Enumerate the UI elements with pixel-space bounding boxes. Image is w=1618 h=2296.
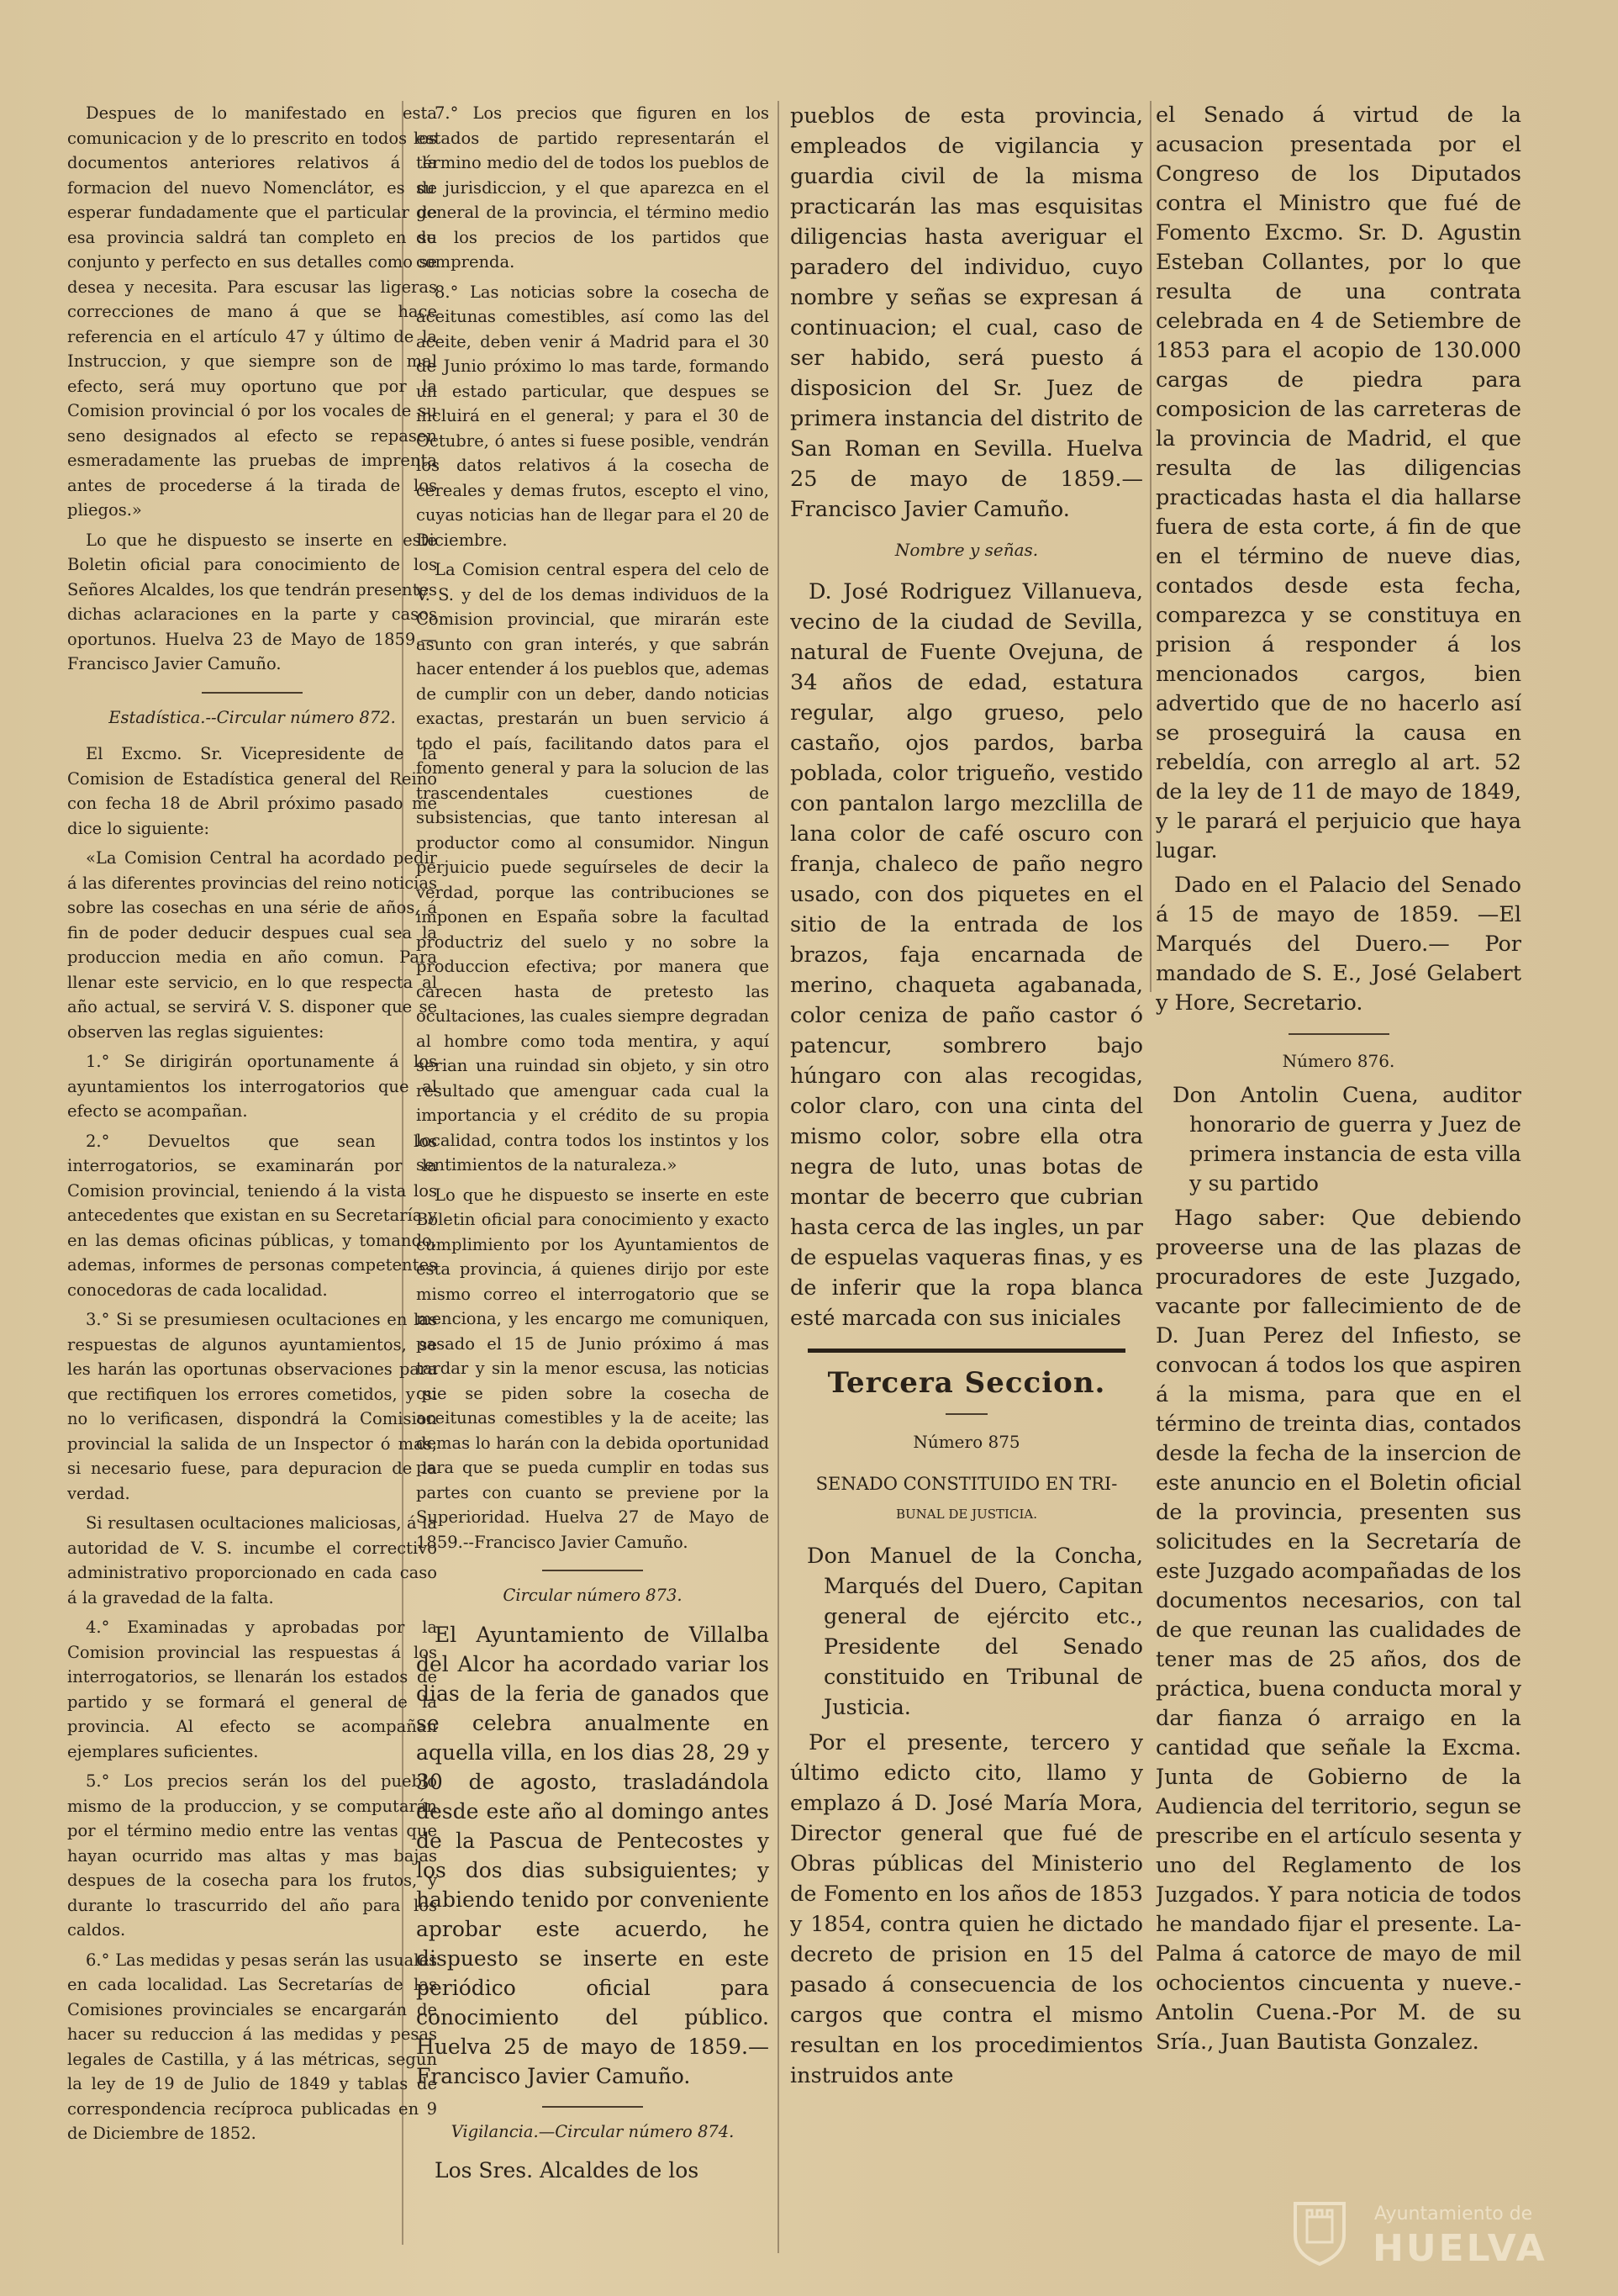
watermark bbox=[1290, 2198, 1584, 2274]
paragraph: Don Antolin Cuena, auditor honorario de guerra y Juez de primera instancia de esta villa y su partido bbox=[1173, 1083, 1521, 1196]
notice-title: SENADO CONSTITUIDO EN TRI- bbox=[815, 1474, 1118, 1494]
divider bbox=[202, 692, 303, 694]
paragraph: El Excmo. Sr. Vicepresidente de la Comision de Estadística general del Reino con fecha 18 de Abril próximo pasado me dice lo siguiente: bbox=[67, 744, 437, 838]
rule-item: 8.° Las noticias sobre la cosecha de aceitunas comestibles, así como las del aceite, deben venir á Madrid para el 30 de Junio próximo lo mas tarde, formando un estado particular, que despues se incluirá en el general; y para el 30 de Octubre, ó antes si fuese posible, vendrán los datos relativos á la cosecha de cereales y demas frutos, escepto el vino, cuyas noticias han de llegar para el 20 de Diciembre. bbox=[416, 282, 769, 550]
section-heading: Estadística.--Circular número 872. bbox=[108, 707, 396, 727]
divider bbox=[542, 2106, 643, 2108]
paragraph: Lo que he dispuesto se inserte en este Boletin oficial para conocimiento de los Señores Alcaldes, los que tendrán presentes dichas aclaraciones en la parte y casos oportunos. Huelva 23 de Mayo de 1859.—Francisco Javier Camuño. bbox=[67, 530, 437, 673]
rule-item: 4.° Examinadas y aprobadas por la Comision provincial las respuestas á los interrogatorios, se llenarán los estados de partido y se formará el general de la provincia. Al efecto se acompañan ejemplares suficientes. bbox=[67, 1618, 437, 1761]
notice-title: BUNAL DE JUSTICIA. bbox=[896, 1507, 1037, 1522]
section-heading: Circular número 873. bbox=[503, 1586, 683, 1605]
rule-item: 5.° Los precios serán los del pueblo mismo de la produccion, y se computarán por el término medio entre las ventas que hayan ocurrido mas altas y mas bajas despues de la cosecha para los frutos, y durante lo trascurrido del año para los caldos. bbox=[67, 1771, 437, 1940]
section-heading: Vigilancia.—Circular número 874. bbox=[451, 2121, 735, 2141]
column-4 bbox=[1156, 101, 1521, 2236]
rule-item: 2.° Devueltos que sean los interrogatorios, se examinarán por la Comision provincial, teniendo á la vista los antecedentes que existan en su Secretaría y en las demas oficinas públicas, y tomando, ademas, informes de personas competentes conocedoras de cada localidad. bbox=[67, 1131, 437, 1300]
paragraph: Don Manuel de la Concha, Marqués del Duero, Capitan general de ejército etc., Presidente del Senado constituido en Tribunal de Justicia. bbox=[807, 1544, 1143, 1720]
section-title: Tercera Seccion. bbox=[827, 1366, 1106, 1400]
paragraph: el Senado á virtud de la acusacion presentada por el Congreso de los Diputados contra el Ministro que fué de Fomento Excmo. Sr. D. Agustin Esteban Collantes, por lo que resulta de una contrata celebrada en 4 de Setiembre de 1853 para el acopio de 130.000 cargas de piedra para composicion de las carreteras de la provincia de Madrid, el que resulta de las diligencias practicadas hasta el dia hallarse fuera de esta corte, á fin de que en el término de nueve dias, contados desde esta fecha, comparezca y se constituya en prision á responder á los mencionados cargos, bien advertido que de no hacerlo así se proseguirá la causa en rebeldía, con arreglo al art. 52 de la ley de 11 de mayo de 1849, y le parará el perjuicio que haya lugar. bbox=[1156, 103, 1521, 863]
paragraph: «La Comision Central ha acordado pedir á las diferentes provincias del reino noticias sobre las cosechas en una série de años, á fin de poder deducir despues cual sea la produccion media en año comun. Para llenar este servicio, en lo que respecta al año actual, se servirá V. S. disponer que se observen las reglas siguientes: bbox=[67, 848, 437, 1042]
paragraph: Por el presente, tercero y último edicto cito, llamo y emplazo á D. José María Mora, Director general que fué de Obras públicas del Ministerio de Fomento en los años de 1853 y 1854, contra quien he dictado decreto de prision en 15 del pasado á consecuencia de los cargos que contra el mismo resultan en los procedimientos instruidos ante bbox=[790, 1730, 1143, 2088]
column-rule bbox=[1150, 101, 1152, 992]
rule-item: 3.° Si se presumiesen ocultaciones en las respuestas de algunos ayuntamientos, se les harán las oportunas observaciones para que rectifiquen los errores cometidos, y si no lo verificasen, dispondrá la Comision provincial la salida de un Inspector ó mas, si necesario fuese, para depuracion de la verdad. bbox=[67, 1310, 437, 1503]
column-1 bbox=[67, 101, 437, 2236]
column-3 bbox=[790, 101, 1143, 2253]
paragraph: La Comision central espera del celo de V. S. y del de los demas individuos de la Comision provincial, que mirarán este asunto con gran interés, y que sabrán hacer entender á los pueblos que, ademas de cumplir con un deber, dando noticias exactas, prestarán un buen servicio á todo el país, facilitando datos para el fomento general y para la solucion de las trascendentales cuestiones de subsistencias, que tanto interesan al productor como al consumidor. Ningun perjuicio puede seguírseles de decir la verdad, porque las contribuciones se imponen en España sobre la facultad productriz del suelo y no sobre la produccion efectiva; por manera que carecen hasta de pretesto las ocultaciones, las cuales siempre degradan al hombre como toda mentira, y aquí serian una ruindad sin objeto, y sin otro resultado que amenguar cada cual la importancia y el crédito de su propia localidad, contra todos los instintos y los sentimientos de la naturaleza.» bbox=[416, 560, 769, 1174]
paragraph: Lo que he dispuesto se inserte en este Boletin oficial para conocimiento y exacto cumplimiento por los Ayuntamientos de esta provincia, á quienes dirijo por este mismo correo el interrogatorio que se menciona, y les encargo me comuniquen, pasado el 15 de Junio próximo á mas tardar y sin la menor escusa, las noticias que se piden sobre la cosecha de aceitunas comestibles y la de aceite; las demas lo harán con la debida oportunidad para que se pueda cumplir en todas sus partes con cuanto se previene por la Superioridad. Huelva 27 de Mayo de 1859.--Francisco Javier Camuño. bbox=[416, 1185, 769, 1552]
paragraph: pueblos de esta provincia, empleados de vigilancia y guardia civil de la misma practicarán las mas esquisitas diligencias hasta averiguar el paradero del individuo, cuyo nombre y señas se expresan á continuacion; el cual, caso de ser habido, será puesto á disposicion del Sr. Juez de primera instancia del distrito de San Roman en Sevilla. Huelva 25 de mayo de 1859.—Francisco Javier Camuño. bbox=[790, 103, 1143, 522]
notice-number: Número 875 bbox=[913, 1432, 1020, 1452]
paragraph: Si resultasen ocultaciones maliciosas, á la autoridad de V. S. incumbe el correctivo administrativo proporcionado en cada caso á la gravedad de la falta. bbox=[67, 1513, 437, 1607]
column-rule bbox=[777, 101, 779, 2253]
paragraph: D. José Rodriguez Villanueva, vecino de la ciudad de Sevilla, natural de Fuente Ovejuna, de 34 años de edad, estatura regular, algo grueso, pelo castaño, ojos pardos, barba poblada, color trigueño, vestido con pantalon largo mezclilla de lana color de café oscuro con franja, chaleco de paño negro usado, con dos piquetes en el sitio de la entrada de los brazos, faja encarnada de merino, chaqueta agabanada, color ceniza de paño castor ó patencur, sombrero bajo húngaro con alas recogidas, color claro, con una cinta del mismo color, sobre ella otra negra de luto, unas botas de montar de becerro que cubrian hasta cerca de las ingles, un par de espuelas vaqueras finas, y es de inferir que la ropa blanca esté marcada con sus iniciales bbox=[790, 579, 1143, 1331]
paragraph: Dado en el Palacio del Senado á 15 de mayo de 1859. —El Marqués del Duero.— Por mandado de S. E., José Gelabert y Hore, Secretario. bbox=[1156, 873, 1521, 1016]
rule-item: 7.° Los precios que figuren en los estados de partido representarán el término medio del de todos los pueblos de su jurisdiccion, y el que aparezca en el general de la provincia, el término medio de los precios de los partidos que comprenda. bbox=[416, 103, 769, 272]
watermark-text: Ayuntamiento de bbox=[1374, 2204, 1533, 2225]
paragraph: Despues de lo manifestado en esta comunicacion y de lo prescrito en todos los documentos anteriores relativos á la formacion del nuevo Nomenclátor, es de esperar fundadamente que el particular de esa provincia saldrá tan completo en su conjunto y perfecto en sus detalles como se desea y necesita. Para escusar las ligeras correcciones de mano á que se hace referencia en el artículo 47 y último de la Instruccion, y que siempre son de mal efecto, será muy oportuno que por la Comision provincial ó por los vocales de su seno designados al efecto se repasen esmeradamente las pruebas de imprenta antes de procederse á la tirada de los pliegos.» bbox=[67, 103, 437, 520]
section-heading: Nombre y señas. bbox=[894, 540, 1039, 560]
notice-number: Número 876. bbox=[1282, 1051, 1395, 1071]
column-2 bbox=[416, 101, 769, 2236]
paragraph: Hago saber: Que debiendo proveerse una de las plazas de procuradores de este Juzgado, vacante por fallecimiento de de D. Juan Perez del Infiesto, se convocan á todos los que aspiren á la misma, para que en el término de treinta dias, contados desde la fecha de la insercion de este anuncio en el Boletin oficial de la provincia, presenten sus solicitudes en la Secretaría de este Juzgado acompañadas de los documentos necesarios, con tal de que reunan las cualidades de tener mas de 25 años, dos de práctica, buena conducta moral y dar fianza ó arraigo en la cantidad que señale la Excma. Junta de Gobierno de la Audiencia del territorio, segun se prescribe en el artículo sesenta y uno del Reglamento de los Juzgados. Y para noticia de todos he mandado fijar el presente. La-Palma á catorce de mayo de mil ochocientos cincuenta y nueve.-Antolin Cuena.-Por M. de su Sría., Juan Bautista Gonzalez. bbox=[1156, 1206, 1521, 2055]
paragraph: El Ayuntamiento de Villalba del Alcor ha acordado variar los dias de la feria de ganados que se celebra anualmente en aquella villa, en los dias 28, 29 y 30 de agosto, trasladándola desde este año al domingo antes de la Pascua de Pentecostes y los dos dias subsiguientes; y habiendo tenido por conveniente aprobar este acuerdo, he dispuesto se inserte en este periódico oficial para conocimiento del público. Huelva 25 de mayo de 1859.—Francisco Javier Camuño. bbox=[416, 1622, 769, 2088]
paragraph: Los Sres. Alcaldes de los bbox=[435, 2158, 699, 2183]
divider-thick bbox=[808, 1349, 1125, 1353]
divider bbox=[1289, 1033, 1389, 1035]
rule-item: 6.° Las medidas y pesas serán las usuales en cada localidad. Las Secretarías de las Comisiones provinciales se encargarán de hacer su reduccion á las medidas y pesas legales de Castilla, y á las métricas, segun la ley de 19 de Julio de 1849 y tablas de correspondencia recíproca publicadas en 9 de Diciembre de 1852. bbox=[67, 1950, 437, 2143]
divider bbox=[946, 1413, 988, 1415]
rule-item: 1.° Se dirigirán oportunamente á los ayuntamientos los interrogatorios que al efecto se acompañan. bbox=[67, 1052, 437, 1121]
city-shield-icon bbox=[1290, 2198, 1349, 2266]
divider bbox=[542, 1570, 643, 1571]
watermark-text: HUELVA bbox=[1373, 2227, 1547, 2270]
